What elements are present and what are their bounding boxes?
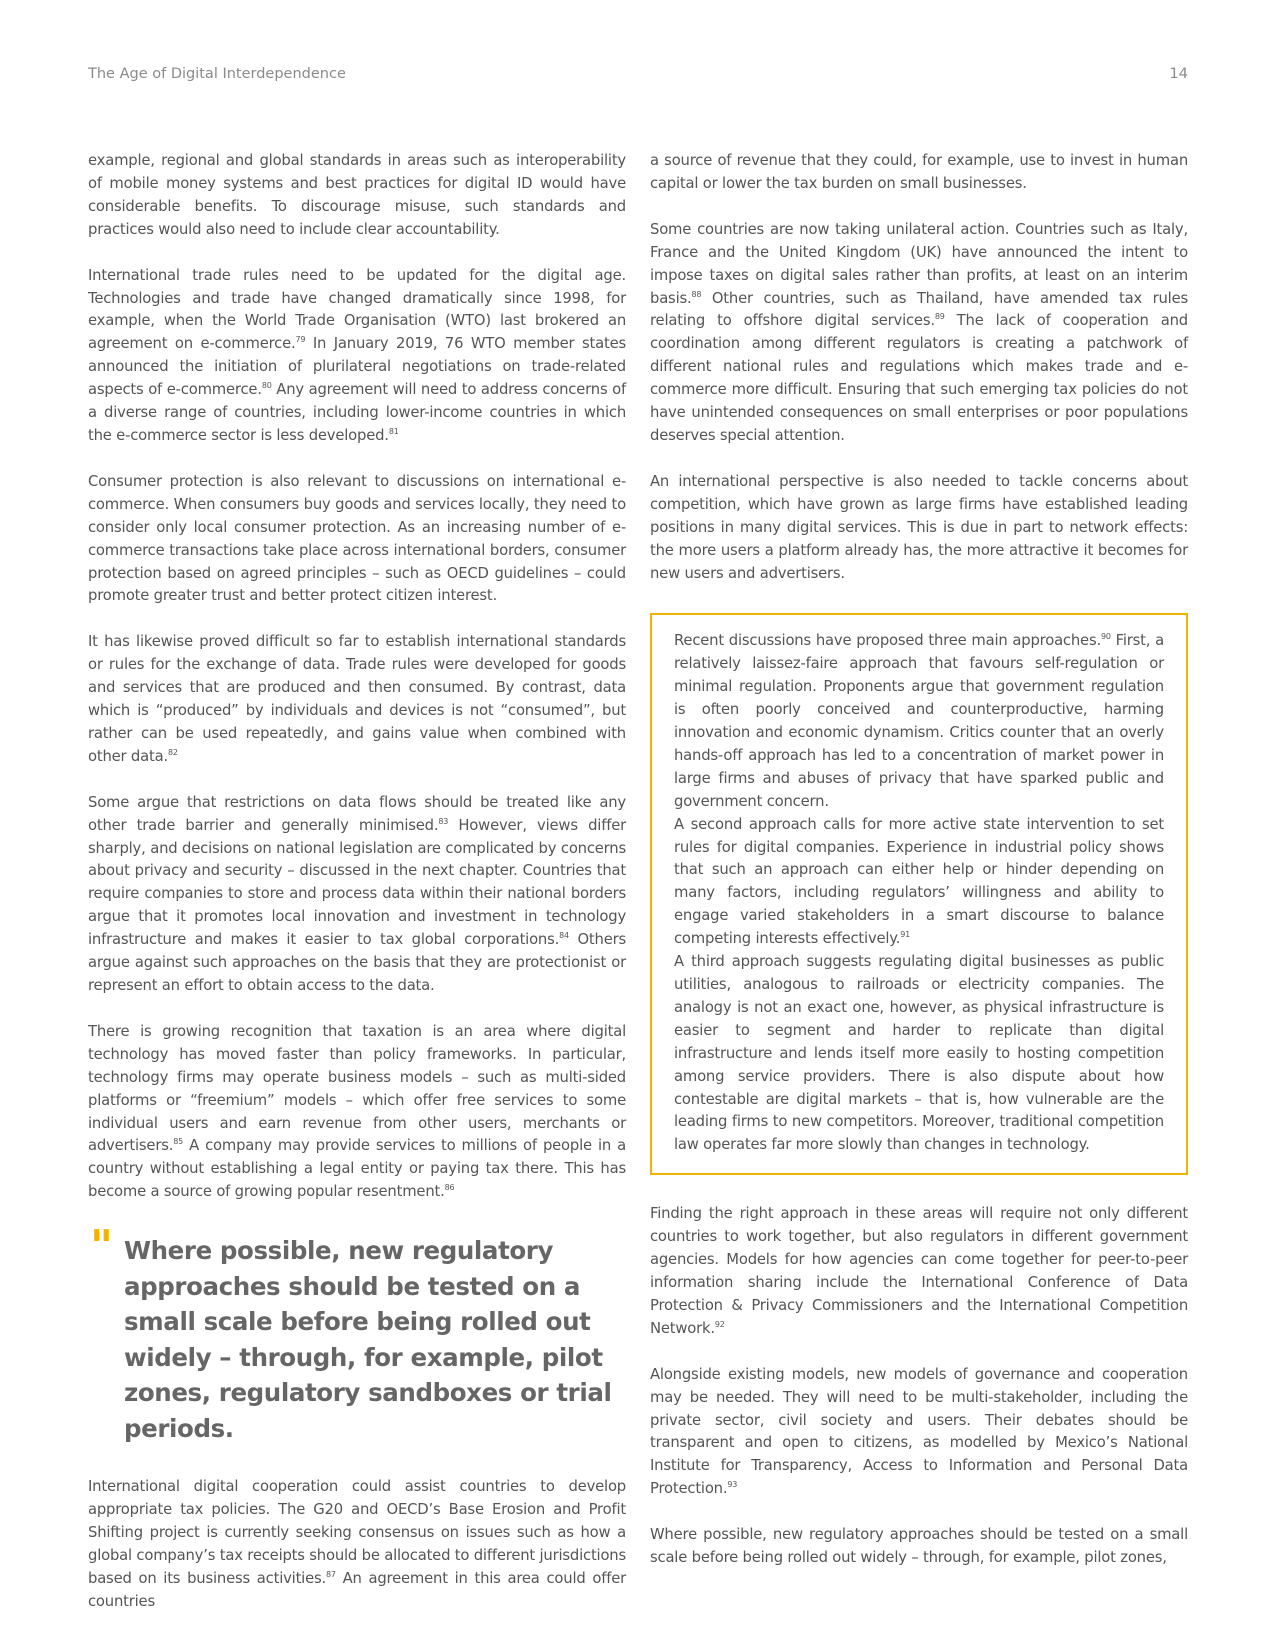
footnote-ref[interactable]: 91 bbox=[900, 930, 911, 940]
page-header bbox=[88, 66, 1188, 86]
paragraph: a source of revenue that they could, for example, use to invest in human capital or lower the tax burden on small businesses. bbox=[650, 152, 1188, 192]
paragraph: Some countries are now taking unilateral action. Countries such as Italy, France and the United Kingdom (UK) have announced the intent to impose taxes on digital sales rather than profits, at least on an interim basis.$^{88}$ Other countries, such as Thailand, have amended tax rules relating to offshore digital services.$^{89}$ The lack of cooperation and coordination among different regulators is creating a patchwork of different national rules and regulations which makes trade and e-commerce more difficult. Ensuring that such emerging tax policies do not have unintended consequences on small enterprises or poor populations deserves special attention. bbox=[650, 220, 1188, 444]
callout-box bbox=[650, 613, 1188, 1175]
footnote-ref[interactable]: 86 bbox=[444, 1183, 455, 1193]
footnote-ref[interactable]: 85 bbox=[173, 1137, 184, 1147]
paragraph: There is growing recognition that taxation is an area where digital technology has moved faster than policy frameworks. In particular, technology firms may operate business models – such as multi-sided platforms or “freemium” models – which offer free services to some individual users and earn revenue from other users, merchants or advertisers.$^{85}$ A company may provide services to millions of people in a country without establishing a legal entity or paying tax there. This has become a source of growing popular resentment.$^{86}$ bbox=[88, 1022, 626, 1201]
pull-quote bbox=[88, 1221, 626, 1446]
paragraph: Some argue that restrictions on data flows should be treated like any other trade barrier and generally minimised.$^{83}$ However, views differ sharply, and decisions on national legislation are complicated by concerns about privacy and security – discussed in the next chapter. Countries that require companies to store and process data within their national borders argue that it promotes local innovation and investment in technology infrastructure and makes it easier to tax global corporations.$^{84}$ Others argue against such approaches on the basis that they are protectionist or represent an effort to obtain access to the data. bbox=[88, 793, 626, 994]
footnote-ref[interactable]: 93 bbox=[727, 1480, 738, 1490]
document-title: The Age of Digital Interdependence bbox=[88, 66, 346, 82]
footnote-ref[interactable]: 88 bbox=[691, 289, 702, 299]
footnote-ref[interactable]: 87 bbox=[326, 1569, 336, 1579]
footnote-ref[interactable]: 84 bbox=[559, 931, 569, 941]
paragraph: International trade rules need to be updated for the digital age. Technologies and trade have changed dramatically since 1998, for example, when the World Trade Organisation (WTO) last brokered an agreement on e-commerce.$^{79}$ In January 2019, 76 WTO member states announced the initiation of plurilateral negotiations on trade-related aspects of e-commerce.$^{80}$ Any agreement will need to address concerns of a diverse range of countries, including lower-income countries in which the e-commerce sector is less developed.$^{81}$ bbox=[88, 266, 626, 444]
footnote-ref[interactable]: 92 bbox=[714, 1319, 725, 1329]
footnote-ref[interactable]: 90 bbox=[1100, 632, 1111, 642]
right-column bbox=[650, 150, 1188, 1570]
paragraph: International digital cooperation could assist countries to develop appropriate tax policies. The G20 and OECD’s Base Erosion and Profit Shifting project is currently seeking consensus on issues such as how a global company’s tax receipts should be allocated to different jurisdictions based on its business activities.$^{87}$ An agreement in this area could offer countries bbox=[88, 1478, 626, 1610]
footnote-ref[interactable]: 89 bbox=[934, 312, 945, 322]
quote-mark-icon: " bbox=[90, 1221, 113, 1273]
box-paragraph: A third approach suggests regulating digital businesses as public utilities, analogous to railroads or electricity companies. The analogy is not an exact one, however, as physical infrastructure is easier to segment and harder to replicate than digital infrastructure and lends itself more easily to hosting competition among service providers. There is also dispute about how contestable are digital markets – that is, how vulnerable are the leading firms to new competitors. Moreover, traditional competition law operates far more slowly than changes in technology. bbox=[674, 953, 1164, 1154]
footnote-ref[interactable]: 80 bbox=[261, 381, 272, 391]
paragraph: Alongside existing models, new models of governance and cooperation may be needed. They will need to be multi-stakeholder, including the private sector, civil society and users. Their debates should be transparent and open to citizens, as modelled by Mexico’s National Institute for Transparency, Access to Information and Personal Data Protection.$^{93}$ bbox=[650, 1365, 1188, 1498]
paragraph: Where possible, new regulatory approaches should be tested on a small scale before being rolled out widely – through, for example, pilot zones, bbox=[650, 1526, 1188, 1567]
left-column bbox=[88, 150, 626, 1614]
pull-quote-text: Where possible, new regulatory approaches should be tested on a small scale before being rolled out widely – through, for example, pilot zones, regulatory sandboxes or trial periods. bbox=[124, 1236, 612, 1443]
paragraph: Finding the right approach in these areas will require not only different countries to work together, but also regulators in different government agencies. Models for how agencies can come together for peer-to-peer information sharing include the International Conference of Data Protection & Privacy Commissioners and the International Competition Network.$^{92}$ bbox=[650, 1205, 1188, 1337]
paragraph: An international perspective is also needed to tackle concerns about competition, which have grown as large firms have established leading positions in many digital services. This is due in part to network effects: the more users a platform already has, the more attractive it becomes for new users and advertisers. bbox=[650, 472, 1188, 582]
footnote-ref[interactable]: 79 bbox=[295, 335, 306, 345]
footnote-ref[interactable]: 81 bbox=[388, 426, 399, 436]
box-paragraph: A second approach calls for more active state intervention to set rules for digital companies. Experience in industrial policy shows that such an approach can either help or hinder depending on many factors, including regulators’ willingness and ability to engage varied stakeholders in a smart discourse to balance competing interests effectively.$^{91}$ bbox=[674, 815, 1164, 948]
footnote-ref[interactable]: 82 bbox=[167, 747, 178, 757]
page-number: 14 bbox=[1169, 66, 1188, 82]
paragraph: Consumer protection is also relevant to discussions on international e-commerce. When consumers buy goods and services locally, they need to consider only local consumer protection. As an increasing number of e-commerce transactions take place across international borders, consumer protection based on agreed principles – such as OECD guidelines – could promote greater trust and better protect citizen interest. bbox=[88, 472, 626, 605]
paragraph: It has likewise proved difficult so far to establish international standards or rules for the exchange of data. Trade rules were developed for goods and services that are produced and then consumed. By contrast, data which is “produced” by individuals and devices is not “consumed”, but rather can be used repeatedly, and gains value when combined with other data.$^{82}$ bbox=[88, 633, 626, 765]
box-paragraph: Recent discussions have proposed three main approaches.$^{90}$ First, a relatively laissez-faire approach that favours self-regulation or minimal regulation. Proponents argue that government regulation is often poorly conceived and counterproductive, harming innovation and economic dynamism. Critics counter that an overly hands-off approach has led to a concentration of market power in large firms and abuses of privacy that have sparked public and government concern. bbox=[674, 632, 1164, 810]
paragraph: example, regional and global standards in areas such as interoperability of mobile money systems and best practices for digital ID would have considerable benefits. To discourage misuse, such standards and practices would also need to include clear accountability. bbox=[88, 152, 626, 238]
footnote-ref[interactable]: 83 bbox=[438, 816, 449, 826]
